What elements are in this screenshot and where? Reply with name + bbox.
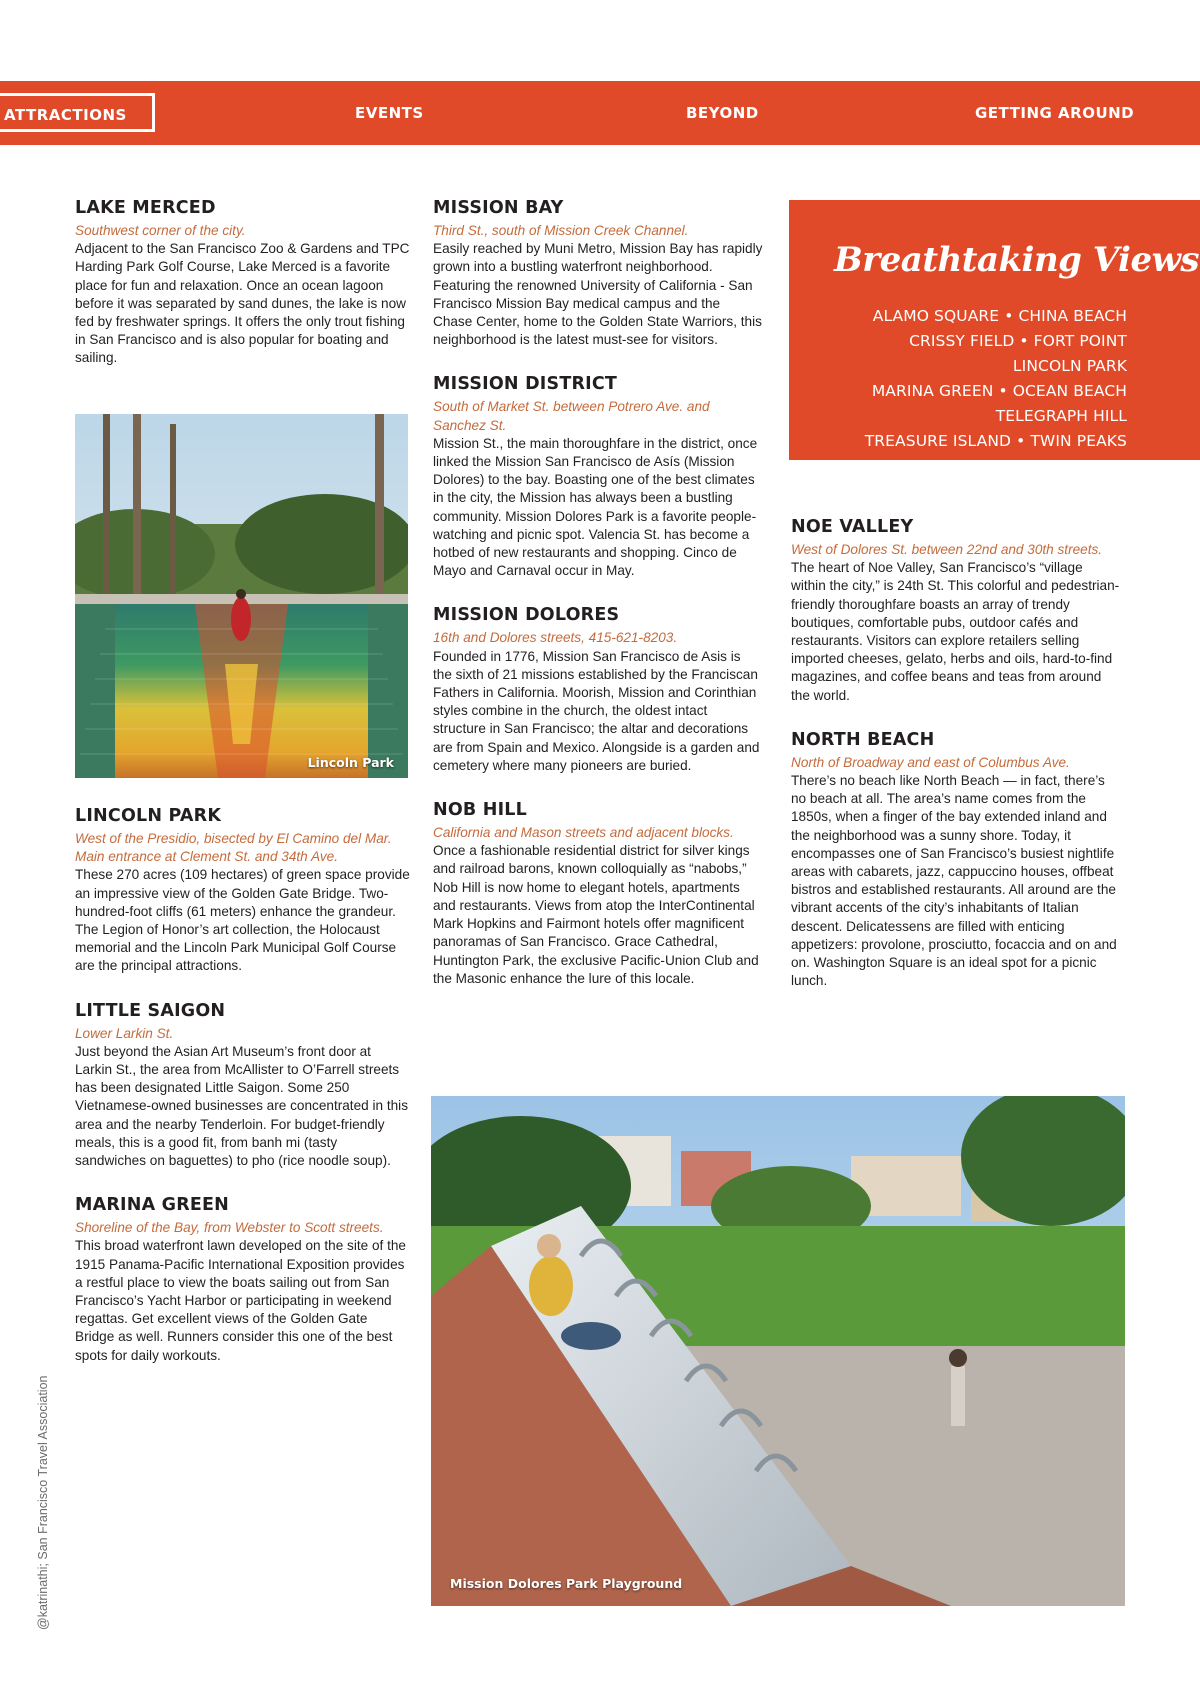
section-little-saigon: [75, 1001, 410, 1171]
playground-illustration: [431, 1096, 1125, 1606]
section-location: Third St., south of Mission Creek Channel.: [433, 223, 689, 238]
section-location: West of Dolores St. between 22nd and 30th streets.: [791, 542, 1103, 557]
section-title: NORTH BEACH: [791, 729, 935, 750]
lincoln-park-illustration: [75, 414, 408, 778]
section-noe-valley: [791, 517, 1121, 705]
section-title: MARINA GREEN: [75, 1195, 230, 1216]
section-location: West of the Presidio, bisected by El Camino del Mar. Main entrance at Clement St. and 34th Ave.: [75, 831, 392, 865]
views-list: [865, 304, 1127, 454]
section-location: Shoreline of the Bay, from Webster to Scott streets.: [75, 1220, 384, 1236]
section-body: Founded in 1776, Mission San Francisco de Asis is the sixth of 21 missions established by the Franciscan Fathers in California. Moorish, Mission and Corinthian styles combine in the church, the oldest intact structure in San Francisco; the altar and decorations are from Spain and Mexico. Alongside is a garden and cemetery where many pioneers are buried.: [433, 648, 760, 773]
section-title: MISSION DISTRICT: [433, 374, 618, 395]
mission-dolores-playground-photo: [431, 1096, 1125, 1606]
lincoln-park-photo: [75, 414, 408, 778]
section-nob-hill: [433, 800, 763, 988]
section-title: MISSION BAY: [433, 198, 564, 218]
section-lincoln-park: [75, 806, 410, 976]
section-body: Once a fashionable residential district for silver kings and railroad barons, known colloquially as “nabobs,” Nob Hill is now home to elegant hotels, apartments and restaurants. Views from atop the InterContinental Mark Hopkins and Fairmont hotels offer magnificent panoramas of San Francisco. Grace Cathedral, Huntington Park, the exclusive Pacific-Union Club and the Masonic enhance the lure of this locale.: [433, 843, 759, 986]
section-body: These 270 acres (109 hectares) of green space provide an impressive view of the Golden Gate Bridge. Two-hundred-foot cliffs (61 meters) enhance the grandeur. The Legion of Honor’s art collection, the Holocaust memorial and the Lincoln Park Municipal Golf Course are the principal attractions.: [75, 867, 410, 974]
section-nav: [0, 81, 1200, 145]
section-mission-district: [433, 374, 763, 580]
column-left-lower: [75, 806, 410, 1365]
section-body: Just beyond the Asian Art Museum’s front door at Larkin St., the area from McAllister to O’Farrell streets has been designated Little Saigon. Some 250 Vietnamese-owned businesses are concentrated in this area and the nearby Tenderloin. For budget-friendly meals, this is a good fit, from banh mi (tasty sandwiches on baguettes) to pho (rice noodle soup).: [75, 1043, 408, 1169]
section-mission-bay: [433, 198, 763, 349]
section-title: NOB HILL: [433, 800, 528, 821]
column-right: [791, 517, 1121, 990]
section-marina-green: [75, 1195, 410, 1365]
section-location: Lower Larkin St.: [75, 1025, 174, 1041]
column-left: [75, 198, 410, 368]
section-location: North of Broadway and east of Columbus Ave.: [791, 754, 1070, 770]
photo-credit: @katrinathi; San Francisco Travel Association: [36, 1375, 50, 1630]
views-line: MARINA GREEN • OCEAN BEACH: [871, 382, 1127, 400]
column-middle: [433, 198, 763, 988]
section-body: Mission St., the main thoroughfare in the district, once linked the Mission San Francisco de Asís (Mission Dolores) to the bay. Boasting one of the best climates in the city, the Mission has always been a bustling community. Mission Dolores Park is a favorite people-watching and picnic spot. Valencia St. has become a hotbed of new restaurants and shopping. Cinco de Mayo and Carnaval occur in May.: [433, 435, 758, 579]
section-location: California and Mason streets and adjacent blocks.: [433, 825, 734, 841]
section-location: 16th and Dolores streets, 415-621-8203.: [433, 630, 678, 646]
section-body: Easily reached by Muni Metro, Mission Bay has rapidly grown into a bustling waterfront neighborhood. Featuring the renowned University of California - San Francisco Mission Bay medical campus and the Chase Center, home to the Golden State Warriors, this neighborhood is the latest must-see for visitors.: [433, 241, 763, 348]
views-line: LINCOLN PARK: [1012, 357, 1127, 375]
section-body: The heart of Noe Valley, San Francisco’s “village within the city,” is 24th St. This colorful and pedestrian-friendly thoroughfare boasts an array of trendy boutiques, comfortable pubs, outdoor cafés and restaurants. Visitors can explore retailers selling imported cheeses, gelato, herbs and oils, hard-to-find magazines, and coffee beans and teas from around the world.: [791, 560, 1120, 703]
section-title: LAKE MERCED: [75, 198, 216, 218]
views-line: TELEGRAPH HILL: [995, 407, 1127, 425]
section-location: South of Market St. between Potrero Ave. and Sanchez St.: [433, 399, 710, 433]
section-title: MISSION DOLORES: [433, 605, 620, 626]
views-line: CRISSY FIELD • FORT POINT: [909, 332, 1127, 350]
section-title: NOE VALLEY: [791, 517, 914, 537]
section-title: LITTLE SAIGON: [75, 1000, 226, 1021]
nav-tab-beyond[interactable]: BEYOND: [686, 104, 759, 122]
section-location: Southwest corner of the city.: [75, 223, 246, 238]
section-body: This broad waterfront lawn developed on the site of the 1915 Panama-Pacific International Exposition provides a restful place to view the boats sailing out from San Francisco’s Yacht Harbor or participating in weekend regattas. Get excellent views of the Golden Gate Bridge as well. Runners consider this one of the best spots for daily workouts.: [75, 1238, 406, 1363]
section-body: Adjacent to the San Francisco Zoo & Gardens and TPC Harding Park Golf Course, Lake Merced is a favorite place for fun and relaxation. Once an ocean lagoon before it was separated by sand dunes, the lake is now fed by freshwater springs. It offers the only trout fishing in San Francisco and is also popular for boating and sailing.: [75, 241, 410, 366]
nav-tab-attractions[interactable]: ATTRACTIONS: [0, 93, 155, 132]
views-title: Breathtaking Views: [834, 240, 1200, 280]
nav-tab-getting-around[interactable]: GETTING AROUND: [975, 104, 1135, 122]
section-mission-dolores: [433, 605, 763, 775]
section-title: LINCOLN PARK: [75, 806, 222, 826]
section-body: There’s no beach like North Beach — in fact, there’s no beach at all. The area’s name comes from the 1850s, when a finger of the bay extended inland and the neighborhood was a sunny shore. Today, it encompasses one of San Francisco’s busiest nightlife areas with cabarets, jazz, cappuccino houses, offbeat bistros and established restaurants. All around are the vibrant accents of the city’s inhabitants of Italian descent. Delicatessens are filled with enticing appetizers: provolone, prosciutto, focaccia and on and on. Washington Square is an ideal spot for a picnic lunch.: [791, 773, 1117, 989]
section-lake-merced: [75, 198, 410, 368]
nav-tab-events[interactable]: EVENTS: [355, 104, 424, 122]
section-north-beach: [791, 730, 1121, 991]
photo-caption: Mission Dolores Park Playground: [450, 1576, 683, 1591]
breathtaking-views-box: [789, 200, 1200, 460]
views-line: TREASURE ISLAND • TWIN PEAKS: [864, 432, 1127, 450]
views-line: ALAMO SQUARE • CHINA BEACH: [872, 307, 1127, 325]
photo-caption: Lincoln Park: [307, 755, 394, 770]
